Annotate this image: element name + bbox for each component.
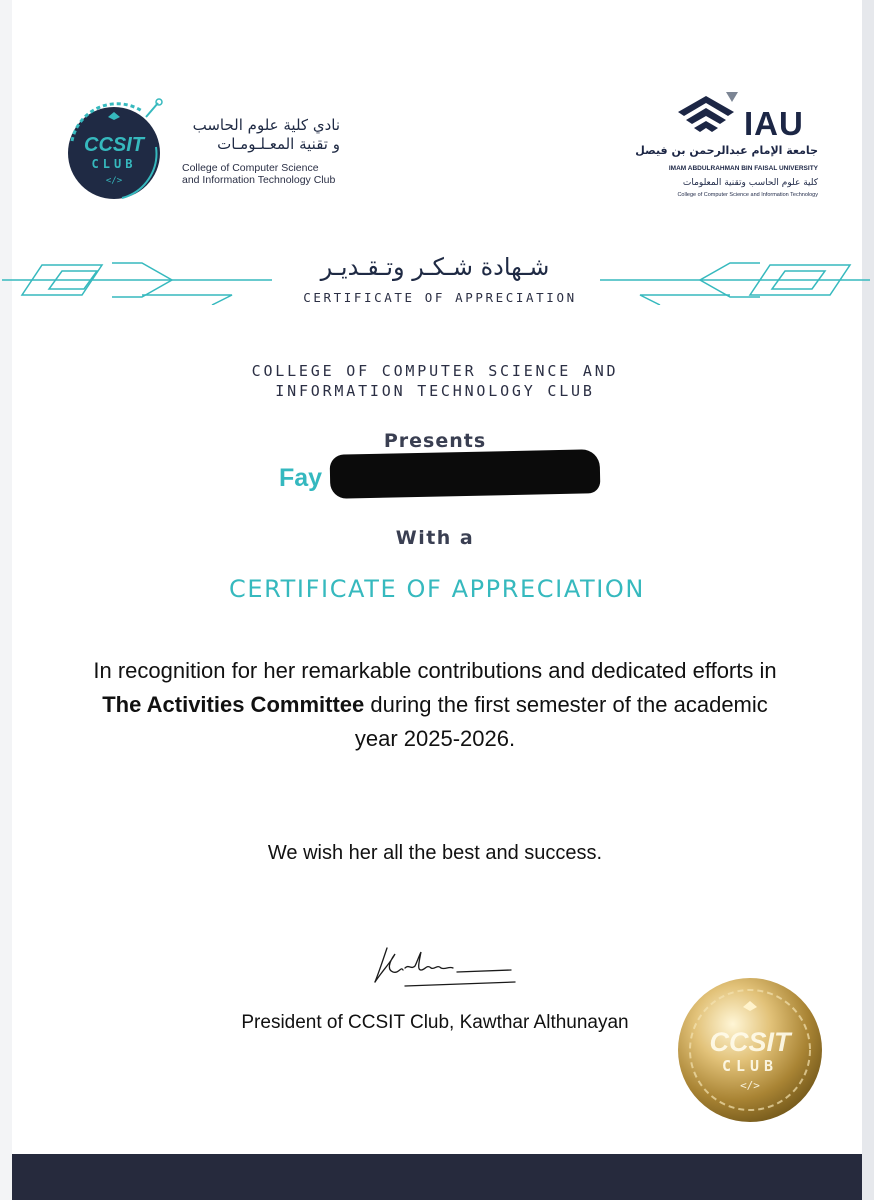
ccsit-gold-seal (675, 975, 825, 1125)
header-decoration-left (2, 255, 272, 305)
wish-text: We wish her all the best and success. (267, 842, 603, 864)
club-name-en-line1: College of Computer Science (182, 162, 319, 174)
club-name-en-line2: and Information Technology Club (182, 174, 336, 186)
certificate-heading: CERTIFICATE OF APPRECIATION (229, 575, 645, 603)
seal-main: CCSIT (709, 1027, 791, 1057)
seal-code: </> (740, 1079, 760, 1092)
ccsit-club-logo (52, 95, 172, 205)
title-english: CERTIFICATE OF APPRECIATION (303, 290, 577, 305)
recognition-pre: In recognition for her remarkable contributions and dedicated efforts in (93, 658, 777, 683)
club-logo-main: CCSIT (84, 134, 144, 156)
page-right-edge (862, 0, 874, 1200)
page-left-edge (0, 0, 12, 1200)
footer-band (12, 1154, 862, 1200)
presents-text: Presents (383, 430, 487, 452)
seal-sub: CLUB (721, 1057, 779, 1075)
iau-logo-mark (676, 90, 744, 140)
college-line1: COLLEGE OF COMPUTER SCIENCE AND (251, 362, 619, 380)
recognition-paragraph (80, 654, 790, 756)
iau-college-english: College of Computer Science and Information Technology (677, 192, 818, 198)
recognition-post: during the first semester of the academic year 2025-2026. (354, 692, 768, 751)
iau-acronym: IAU (744, 105, 804, 142)
title-arabic: شـهادة شـكـر وتـقـديـر (320, 253, 550, 281)
club-name-ar-line1: نادي كلية علوم الحاسب (192, 116, 340, 134)
with-a-text: With a (395, 527, 475, 549)
club-logo-sub: CLUB (91, 157, 137, 171)
iau-college-arabic: كلية علوم الحاسب وتقنية المعلومات (682, 178, 818, 188)
committee-name: The Activities Committee (102, 692, 365, 717)
club-name-arabic (180, 116, 340, 154)
iau-name-arabic: جامعة الإمام عبدالرحمن بن فيصل (635, 144, 818, 157)
president-line: President of CCSIT Club, Kawthar Althunayan (241, 1012, 629, 1033)
president-signature (365, 940, 525, 990)
club-name-english (182, 162, 352, 186)
college-name-block (140, 361, 730, 401)
iau-name-english: IMAM ABDULRAHMAN BIN FAISAL UNIVERSITY (668, 165, 818, 172)
club-logo-code: </> (105, 176, 123, 186)
redaction-mark (330, 449, 601, 499)
header-decoration-right (600, 255, 870, 305)
recipient-name: Fay (279, 464, 323, 492)
club-name-ar-line2: و تقنية المعـلـومـات (217, 135, 340, 153)
college-line2: INFORMATION TECHNOLOGY CLUB (275, 382, 595, 400)
